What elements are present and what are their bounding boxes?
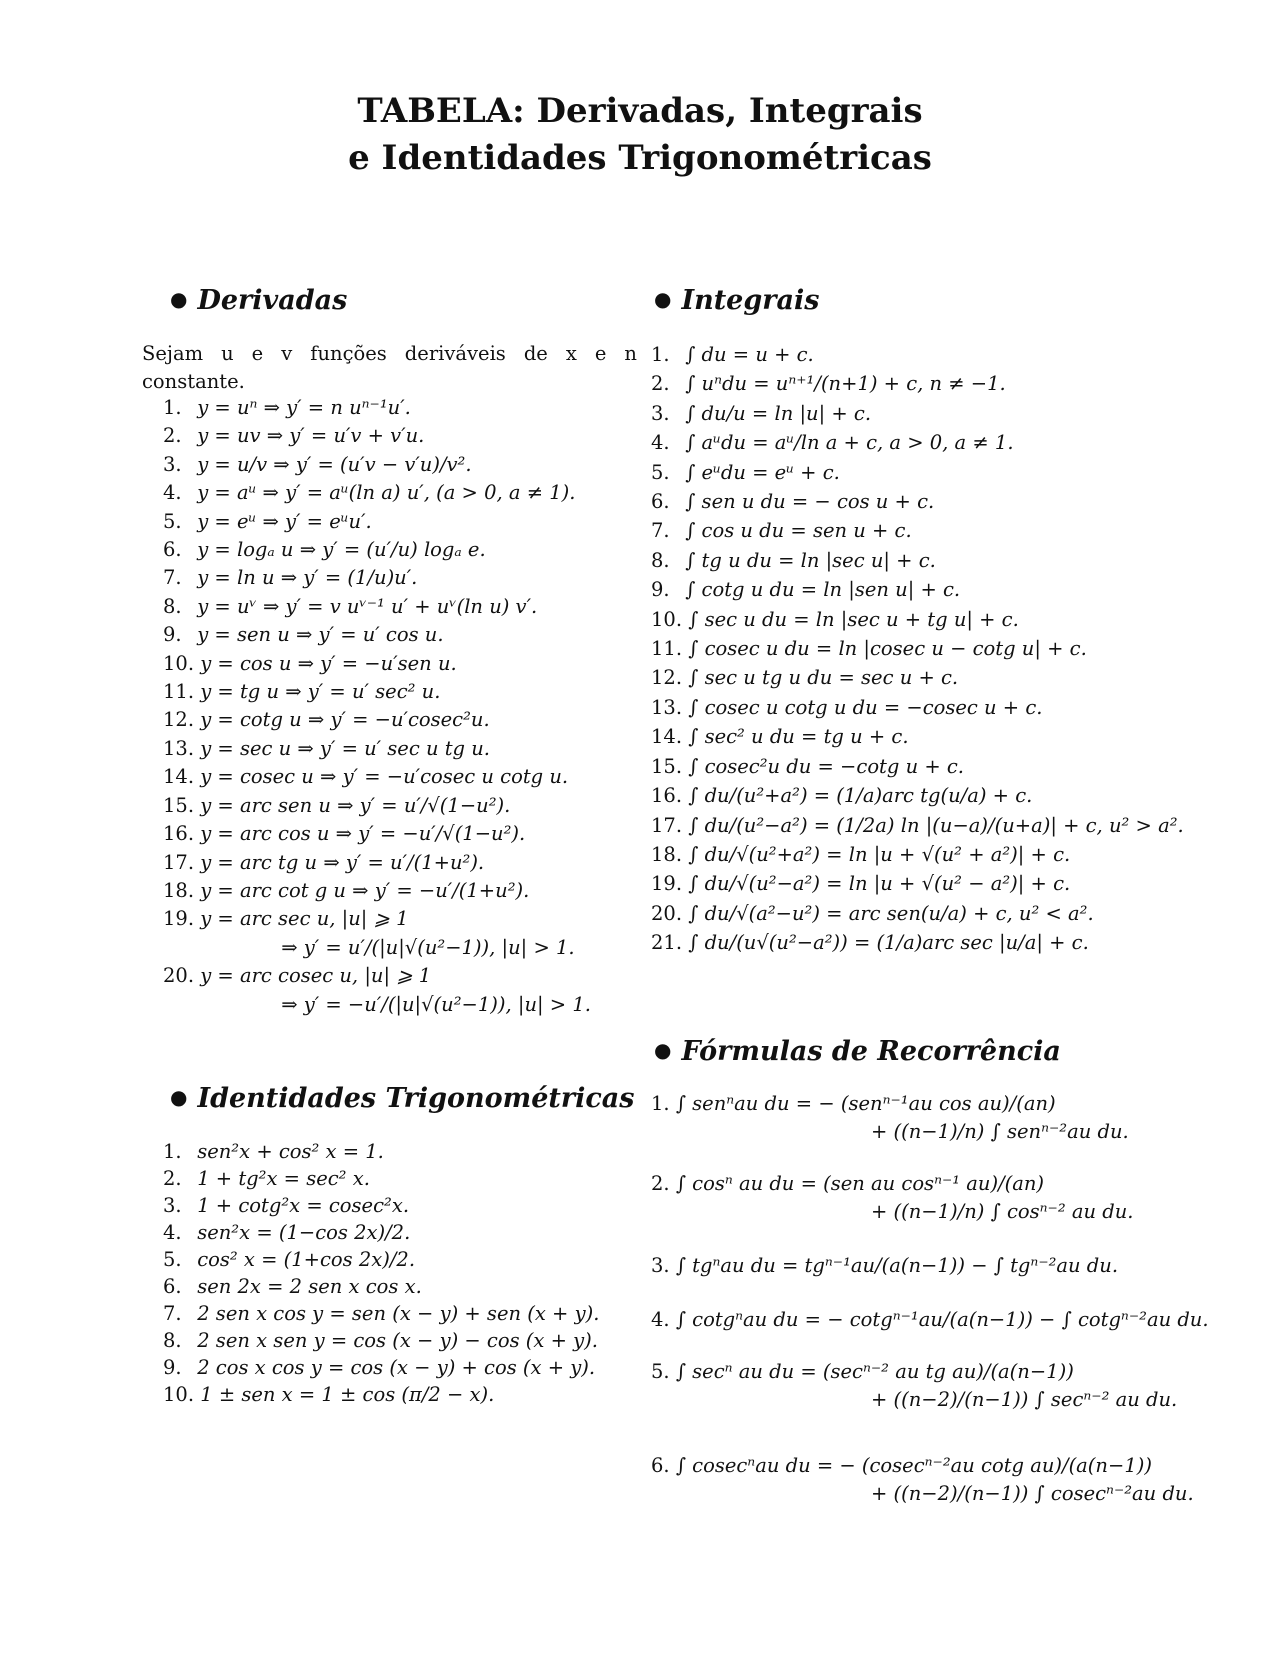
integrais-item-formula: ∫ du/(u²−a²) = (1/2a) ln |(u−a)/(u+a)| + c, u² > a². — [688, 813, 1184, 837]
recorrencia-item-line — [651, 1090, 1129, 1118]
title-line-1: TABELA: Derivadas, Integrais — [357, 91, 923, 131]
recorrencia-item-line — [651, 1252, 1118, 1280]
bullet-icon: ● — [654, 1038, 672, 1062]
derivadas-item-formula: y = arc cosec u, |u| ⩾ 1 — [200, 964, 432, 988]
recorrencia-item-line — [651, 1170, 1133, 1198]
integrais-list — [651, 340, 1184, 958]
derivadas-item — [163, 706, 591, 734]
identidades-item — [163, 1165, 599, 1192]
identidades-item — [163, 1138, 599, 1165]
identidades-item-number: 9. — [163, 1356, 182, 1379]
derivadas-item — [163, 678, 591, 706]
integrais-item-formula: ∫ du/√(a²−u²) = arc sen(u/a) + c, u² < a². — [688, 901, 1094, 925]
recorrencia-item — [651, 1452, 1194, 1508]
derivadas-item-formula: y = cosec u ⇒ y′ = −u′cosec u cotg u. — [200, 765, 569, 789]
derivadas-item — [163, 820, 591, 848]
integrais-item — [651, 369, 1184, 398]
integrais-item-number: 1. — [651, 343, 670, 366]
integrais-item-formula: ∫ du = u + c. — [685, 343, 814, 366]
recorrencia-item-line — [651, 1452, 1194, 1480]
integrais-item-number: 14. — [651, 725, 683, 749]
derivadas-item — [163, 735, 591, 763]
derivadas-item-number: 9. — [163, 623, 182, 647]
integrais-item-formula: ∫ sec u du = ln |sec u + tg u| + c. — [688, 607, 1019, 631]
derivadas-item-formula: y = aᵘ ⇒ y′ = aᵘ(ln a) u′, (a > 0, a ≠ 1). — [197, 481, 576, 505]
integrais-item-number: 5. — [651, 460, 670, 484]
derivadas-item-formula: y = eᵘ ⇒ y′ = eᵘu′. — [197, 509, 372, 533]
derivadas-item — [163, 508, 591, 536]
derivadas-item-number: 12. — [163, 708, 195, 732]
integrais-item — [651, 516, 1184, 545]
derivadas-item-formula: y = arc sec u, |u| ⩾ 1 — [200, 907, 409, 931]
integrais-item — [651, 840, 1184, 869]
integrais-item-number: 13. — [651, 695, 683, 719]
derivadas-item — [163, 479, 591, 507]
integrais-item-formula: ∫ du/√(u²+a²) = ln |u + √(u² + a²)| + c. — [688, 842, 1071, 866]
recorrencia-item-formula: ∫ cosecⁿau du = − (cosecⁿ⁻²au cotg au)/(a(n−1)) — [675, 1454, 1152, 1477]
integrais-item-number: 2. — [651, 372, 670, 396]
derivadas-item — [163, 536, 591, 564]
derivadas-item-formula: y = sen u ⇒ y′ = u′ cos u. — [197, 623, 444, 647]
derivadas-item-number: 5. — [163, 509, 182, 533]
integrais-item — [651, 458, 1184, 487]
recorrencia-item-number: 1. — [651, 1092, 670, 1115]
integrais-heading-text: Integrais — [681, 285, 820, 316]
identidades-item-formula: sen²x + cos² x = 1. — [197, 1140, 384, 1163]
recorrencia-item — [651, 1358, 1177, 1414]
recorrencia-item-continuation: + ((n−1)/n) ∫ senⁿ⁻²au du. — [871, 1120, 1129, 1143]
recorrencia-item-continuation: + ((n−2)/(n−1)) ∫ cosecⁿ⁻²au du. — [871, 1482, 1194, 1505]
identidades-item — [163, 1327, 599, 1354]
identidades-item-number: 7. — [163, 1302, 182, 1325]
integrais-item-formula: ∫ du/(u√(u²−a²)) = (1/a)arc sec |u/a| + c. — [688, 931, 1089, 955]
derivadas-item-formula: y = uⁿ ⇒ y′ = n uⁿ⁻¹u′. — [197, 396, 411, 419]
integrais-item — [651, 340, 1184, 369]
derivadas-item — [163, 877, 591, 905]
recorrencia-item — [651, 1306, 1209, 1334]
integrais-item-number: 4. — [651, 431, 670, 455]
derivadas-item — [163, 422, 591, 450]
derivadas-item-formula: y = cos u ⇒ y′ = −u′sen u. — [200, 651, 457, 675]
recorrencia-item-line — [651, 1306, 1209, 1334]
integrais-item-number: 12. — [651, 666, 683, 690]
integrais-item — [651, 693, 1184, 722]
integrais-item — [651, 663, 1184, 692]
derivadas-item-number: 10. — [163, 651, 195, 675]
identidades-item-number: 4. — [163, 1221, 182, 1244]
derivadas-item-formula: y = uv ⇒ y′ = u′v + v′u. — [197, 424, 425, 448]
integrais-item-number: 16. — [651, 784, 683, 808]
recorrencia-item-formula: ∫ cosⁿ au du = (sen au cosⁿ⁻¹ au)/(an) — [675, 1172, 1045, 1195]
derivadas-item — [163, 962, 591, 990]
identidades-item-formula: 2 sen x sen y = cos (x − y) − cos (x + y). — [197, 1329, 598, 1352]
integrais-item-formula: ∫ sen u du = − cos u + c. — [685, 490, 935, 514]
integrais-item — [651, 928, 1184, 957]
integrais-item-formula: ∫ du/u = ln |u| + c. — [685, 401, 872, 425]
integrais-item-formula: ∫ sec u tg u du = sec u + c. — [688, 666, 959, 690]
title-line-2: e Identidades Trigonométricas — [348, 138, 932, 178]
recorrencia-item-formula: ∫ cotgⁿau du = − cotgⁿ⁻¹au/(a(n−1)) − ∫ cotgⁿ⁻²au du. — [675, 1308, 1209, 1331]
integrais-item-number: 15. — [651, 754, 683, 778]
identidades-item — [163, 1273, 599, 1300]
derivadas-list — [163, 394, 591, 1019]
identidades-item-formula: 2 sen x cos y = sen (x − y) + sen (x + y). — [197, 1302, 600, 1325]
integrais-item — [651, 899, 1184, 928]
derivadas-item — [163, 792, 591, 820]
derivadas-item-formula: y = tg u ⇒ y′ = u′ sec² u. — [200, 680, 441, 704]
integrais-item-number: 21. — [651, 931, 683, 955]
derivadas-item — [163, 451, 591, 479]
recorrencia-item-number: 2. — [651, 1172, 670, 1195]
integrais-item — [651, 546, 1184, 575]
derivadas-item-number: 14. — [163, 765, 195, 789]
integrais-heading — [654, 283, 819, 317]
integrais-item-formula: ∫ cos u du = sen u + c. — [685, 519, 912, 543]
derivadas-item-formula: y = cotg u ⇒ y′ = −u′cosec²u. — [200, 708, 490, 732]
integrais-item-formula: ∫ cosec u cotg u du = −cosec u + c. — [688, 695, 1043, 719]
recorrencia-item-continuation: + ((n−2)/(n−1)) ∫ secⁿ⁻² au du. — [871, 1388, 1178, 1411]
identidades-item-formula: 1 ± sen x = 1 ± cos (π/2 − x). — [200, 1383, 495, 1406]
recorrencia-item-continuation: + ((n−1)/n) ∫ cosⁿ⁻² au du. — [871, 1200, 1134, 1223]
derivadas-item-formula: y = arc tg u ⇒ y′ = u′/(1+u²). — [200, 850, 485, 874]
derivadas-item — [163, 905, 591, 933]
derivadas-item-number: 6. — [163, 538, 182, 562]
recorrencia-item-number: 3. — [651, 1254, 670, 1277]
identidades-item — [163, 1219, 599, 1246]
derivadas-item-number: 19. — [163, 907, 195, 931]
derivadas-item-formula: ⇒ y′ = u′/(|u|√(u²−1)), |u| > 1. — [281, 935, 575, 959]
identidades-item-formula: 2 cos x cos y = cos (x − y) + cos (x + y). — [197, 1356, 596, 1379]
integrais-item-number: 9. — [651, 578, 670, 602]
identidades-item — [163, 1354, 599, 1381]
derivadas-item-number: 17. — [163, 850, 195, 874]
integrais-item-formula: ∫ cotg u du = ln |sen u| + c. — [685, 578, 961, 602]
recorrencia-item-formula: ∫ tgⁿau du = tgⁿ⁻¹au/(a(n−1)) − ∫ tgⁿ⁻²au du. — [675, 1254, 1119, 1277]
identidades-item-number: 3. — [163, 1194, 182, 1217]
recorrencia-item-number: 5. — [651, 1360, 670, 1383]
derivadas-item-formula: ⇒ y′ = −u′/(|u|√(u²−1)), |u| > 1. — [281, 992, 591, 1016]
identidades-item-number: 6. — [163, 1275, 182, 1298]
derivadas-item-number: 13. — [163, 736, 195, 760]
derivadas-item — [163, 394, 591, 422]
recorrencia-item-formula: ∫ secⁿ au du = (secⁿ⁻² au tg au)/(a(n−1)) — [675, 1360, 1074, 1383]
derivadas-item-number: 3. — [163, 452, 182, 476]
integrais-item — [651, 575, 1184, 604]
integrais-item — [651, 605, 1184, 634]
derivadas-intro: Sejam u e v funções deriváveis de x e n constante. — [142, 342, 637, 393]
integrais-item-formula: ∫ eᵘdu = eᵘ + c. — [685, 460, 840, 484]
integrais-item — [651, 428, 1184, 457]
identidades-list — [163, 1138, 599, 1408]
identidades-item-number: 8. — [163, 1329, 182, 1352]
derivadas-item-formula: y = uᵛ ⇒ y′ = v uᵛ⁻¹ u′ + uᵛ(ln u) v′. — [197, 594, 538, 618]
integrais-item-formula: ∫ sec² u du = tg u + c. — [688, 725, 909, 749]
recorrencia-item — [651, 1090, 1129, 1146]
integrais-item — [651, 722, 1184, 751]
bullet-icon: ● — [654, 287, 672, 311]
integrais-item-number: 17. — [651, 813, 683, 837]
integrais-item-number: 7. — [651, 519, 670, 543]
derivadas-item-number: 7. — [163, 566, 182, 590]
recorrencia-item-line — [651, 1358, 1177, 1386]
derivadas-item-number: 20. — [163, 964, 195, 988]
identidades-item-formula: sen²x = (1−cos 2x)/2. — [197, 1221, 411, 1244]
derivadas-item-formula: y = arc cot g u ⇒ y′ = −u′/(1+u²). — [200, 878, 530, 902]
derivadas-item-number: 2. — [163, 424, 182, 448]
derivadas-item — [163, 564, 591, 592]
integrais-item-formula: ∫ aᵘdu = aᵘ/ln a + c, a > 0, a ≠ 1. — [685, 431, 1014, 455]
identidades-item — [163, 1192, 599, 1219]
page-title — [0, 88, 1280, 182]
recorrencia-item-number: 4. — [651, 1308, 670, 1331]
identidades-item-number: 2. — [163, 1167, 182, 1190]
derivadas-item-number: 11. — [163, 680, 195, 704]
identidades-item-formula: sen 2x = 2 sen x cos x. — [197, 1275, 422, 1298]
integrais-item — [651, 634, 1184, 663]
integrais-item-number: 11. — [651, 637, 683, 661]
recorrencia-heading-text: Fórmulas de Recorrência — [681, 1036, 1061, 1067]
derivadas-item-formula: y = u/v ⇒ y′ = (u′v − v′u)/v². — [197, 452, 472, 476]
integrais-item — [651, 399, 1184, 428]
identidades-item-formula: 1 + cotg²x = cosec²x. — [197, 1194, 410, 1217]
derivadas-item — [163, 934, 591, 962]
recorrencia-item-formula: ∫ senⁿau du = − (senⁿ⁻¹au cos au)/(an) — [675, 1092, 1056, 1115]
identidades-heading-text: Identidades Trigonométricas — [197, 1083, 635, 1114]
integrais-item-number: 20. — [651, 901, 683, 925]
derivadas-item — [163, 763, 591, 791]
bullet-icon: ● — [170, 287, 188, 311]
integrais-item-formula: ∫ du/√(u²−a²) = ln |u + √(u² − a²)| + c. — [688, 872, 1071, 896]
integrais-item-number: 8. — [651, 548, 670, 572]
integrais-item-number: 6. — [651, 490, 670, 514]
identidades-heading — [170, 1081, 635, 1115]
recorrencia-item-number: 6. — [651, 1454, 670, 1477]
derivadas-item — [163, 650, 591, 678]
integrais-item-formula: ∫ du/(u²+a²) = (1/a)arc tg(u/a) + c. — [688, 784, 1033, 808]
derivadas-item-number: 1. — [163, 396, 182, 419]
derivadas-item-number: 4. — [163, 481, 182, 505]
recorrencia-heading — [654, 1034, 1061, 1068]
identidades-item-number: 5. — [163, 1248, 182, 1271]
identidades-item — [163, 1381, 599, 1408]
derivadas-item-formula: y = arc sen u ⇒ y′ = u′/√(1−u²). — [200, 793, 511, 817]
identidades-item-number: 1. — [163, 1140, 182, 1163]
integrais-item-number: 3. — [651, 401, 670, 425]
bullet-icon: ● — [170, 1085, 188, 1109]
integrais-item — [651, 752, 1184, 781]
identidades-item-formula: 1 + tg²x = sec² x. — [197, 1167, 370, 1190]
derivadas-item-number: 18. — [163, 878, 195, 902]
identidades-item — [163, 1246, 599, 1273]
derivadas-item — [163, 991, 591, 1019]
integrais-item-formula: ∫ cosec u du = ln |cosec u − cotg u| + c. — [688, 637, 1087, 661]
integrais-item — [651, 811, 1184, 840]
integrais-item-number: 18. — [651, 842, 683, 866]
derivadas-item — [163, 593, 591, 621]
derivadas-item-number: 15. — [163, 793, 195, 817]
derivadas-heading-text: Derivadas — [197, 285, 348, 316]
identidades-item-number: 10. — [163, 1383, 195, 1406]
integrais-item-number: 19. — [651, 872, 683, 896]
integrais-item — [651, 487, 1184, 516]
derivadas-item-number: 16. — [163, 822, 195, 846]
integrais-item-formula: ∫ tg u du = ln |sec u| + c. — [685, 548, 936, 572]
integrais-item — [651, 869, 1184, 898]
identidades-item — [163, 1300, 599, 1327]
derivadas-item — [163, 849, 591, 877]
identidades-item-formula: cos² x = (1+cos 2x)/2. — [197, 1248, 416, 1271]
integrais-item-formula: ∫ cosec²u du = −cotg u + c. — [688, 754, 964, 778]
integrais-item-number: 10. — [651, 607, 683, 631]
recorrencia-item — [651, 1252, 1118, 1280]
derivadas-item-number: 8. — [163, 594, 182, 618]
derivadas-item-formula: y = sec u ⇒ y′ = u′ sec u tg u. — [200, 736, 490, 760]
derivadas-item-formula: y = ln u ⇒ y′ = (1/u)u′. — [197, 566, 418, 590]
integrais-item-formula: ∫ uⁿdu = uⁿ⁺¹/(n+1) + c, n ≠ −1. — [685, 372, 1006, 396]
derivadas-item-formula: y = arc cos u ⇒ y′ = −u′/√(1−u²). — [200, 822, 526, 846]
recorrencia-item — [651, 1170, 1133, 1226]
integrais-item — [651, 781, 1184, 810]
derivadas-heading — [170, 283, 347, 317]
derivadas-item — [163, 621, 591, 649]
derivadas-item-formula: y = logₐ u ⇒ y′ = (u′/u) logₐ e. — [197, 538, 486, 562]
